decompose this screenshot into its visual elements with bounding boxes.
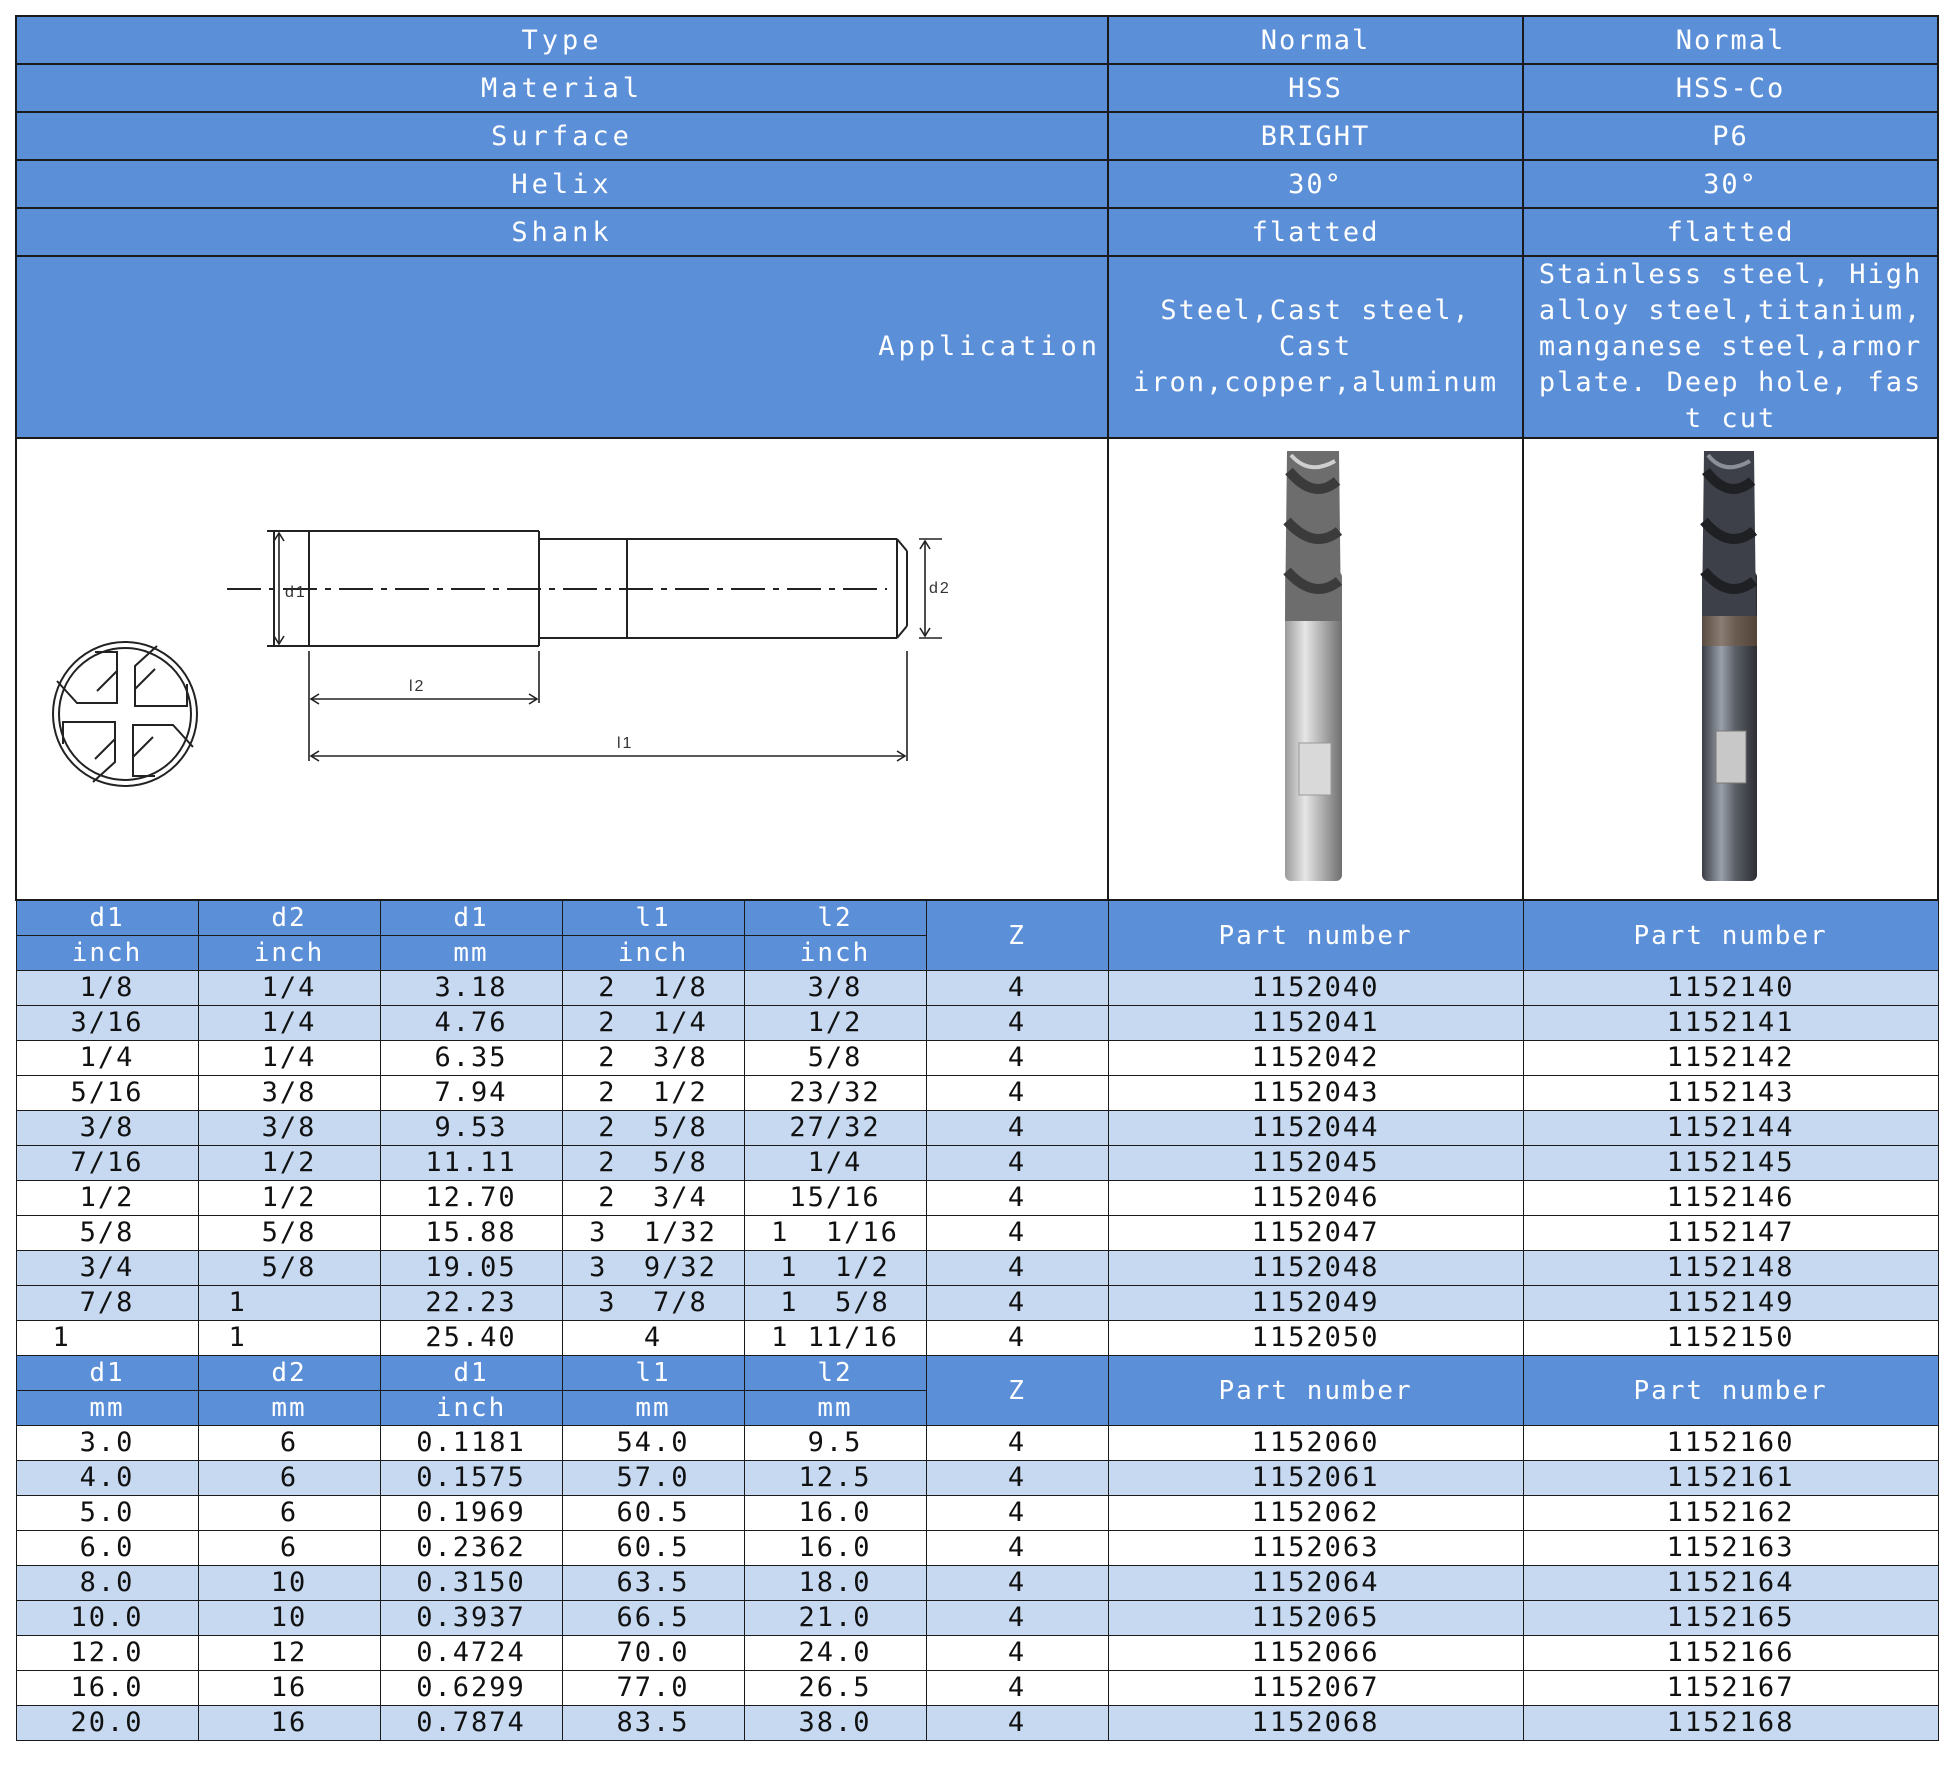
- col-header-z: Z: [926, 900, 1108, 971]
- table-cell: 12.70: [380, 1181, 562, 1216]
- table-cell: 1152145: [1523, 1146, 1938, 1181]
- table-cell: 1152150: [1523, 1321, 1938, 1356]
- product-image-hssco: [1523, 438, 1938, 900]
- table-cell: 1/2: [198, 1181, 380, 1216]
- table-cell: 1152142: [1523, 1041, 1938, 1076]
- end-mill-hss-icon: [1109, 441, 1520, 897]
- table-cell: 2 3/4: [562, 1181, 744, 1216]
- mm-header-top: [16, 1356, 1938, 1391]
- table-cell: 5/8: [198, 1216, 380, 1251]
- table-cell: 22.23: [380, 1286, 562, 1321]
- table-row: [16, 1706, 1938, 1741]
- table-cell: 16.0: [16, 1671, 198, 1706]
- table-cell: 1152063: [1108, 1531, 1523, 1566]
- spec-row-surface: [16, 112, 1938, 160]
- table-cell: 4: [926, 1286, 1108, 1321]
- table-cell: 57.0: [562, 1461, 744, 1496]
- table-cell: 6.35: [380, 1041, 562, 1076]
- table-cell: 7/8: [16, 1286, 198, 1321]
- col-header: l1: [562, 900, 744, 936]
- spec-value: 30°: [1523, 160, 1938, 208]
- table-cell: 1/8: [16, 971, 198, 1006]
- table-cell: 3/8: [198, 1076, 380, 1111]
- table-cell: 20.0: [16, 1706, 198, 1741]
- table-row: [16, 1216, 1938, 1251]
- table-cell: 4: [926, 1006, 1108, 1041]
- table-cell: 7/16: [16, 1146, 198, 1181]
- table-cell: 1: [198, 1286, 380, 1321]
- table-cell: 1152061: [1108, 1461, 1523, 1496]
- table-cell: 4: [926, 1076, 1108, 1111]
- table-cell: 1152065: [1108, 1601, 1523, 1636]
- table-cell: 21.0: [744, 1601, 926, 1636]
- table-row: [16, 1601, 1938, 1636]
- table-cell: 1/2: [744, 1006, 926, 1041]
- table-cell: 3/8: [198, 1111, 380, 1146]
- table-row: [16, 1496, 1938, 1531]
- table-row: [16, 971, 1938, 1006]
- spec-value: Normal: [1108, 16, 1523, 64]
- table-cell: 4.76: [380, 1006, 562, 1041]
- table-cell: 0.1181: [380, 1426, 562, 1461]
- spec-value: HSS: [1108, 64, 1523, 112]
- table-cell: 12.5: [744, 1461, 926, 1496]
- col-unit: inch: [562, 936, 744, 971]
- table-cell: 1152068: [1108, 1706, 1523, 1741]
- col-header: d1: [380, 1356, 562, 1391]
- table-cell: 1/4: [16, 1041, 198, 1076]
- table-cell: 16.0: [744, 1531, 926, 1566]
- table-cell: 4: [926, 1566, 1108, 1601]
- table-cell: 16: [198, 1671, 380, 1706]
- product-image-hss: [1108, 438, 1523, 900]
- spec-row-type: [16, 16, 1938, 64]
- table-row: [16, 1111, 1938, 1146]
- spec-row-application: [16, 256, 1938, 438]
- table-cell: 83.5: [562, 1706, 744, 1741]
- table-cell: 6: [198, 1461, 380, 1496]
- table-cell: 1 5/8: [744, 1286, 926, 1321]
- col-unit: inch: [380, 1391, 562, 1426]
- spec-value: BRIGHT: [1108, 112, 1523, 160]
- image-row: [16, 438, 1938, 900]
- table-cell: 4: [926, 1706, 1108, 1741]
- table-cell: 1152163: [1523, 1531, 1938, 1566]
- table-cell: 6: [198, 1531, 380, 1566]
- table-cell: 4: [926, 1496, 1108, 1531]
- end-mill-outline: [227, 531, 907, 646]
- table-cell: 2 3/8: [562, 1041, 744, 1076]
- table-cell: 19.05: [380, 1251, 562, 1286]
- application-col1: Steel,Cast steel, Cast iron,copper,aluminum: [1108, 256, 1523, 438]
- table-row: [16, 1531, 1938, 1566]
- table-cell: 25.40: [380, 1321, 562, 1356]
- table-row: [16, 1076, 1938, 1111]
- table-cell: 1152140: [1523, 971, 1938, 1006]
- table-cell: 3.0: [16, 1426, 198, 1461]
- end-mill-hssco-icon: [1524, 441, 1935, 897]
- table-cell: 1152162: [1523, 1496, 1938, 1531]
- col-header: d2: [198, 900, 380, 936]
- table-cell: 3/8: [16, 1111, 198, 1146]
- table-cell: 1152066: [1108, 1636, 1523, 1671]
- table-cell: 9.5: [744, 1426, 926, 1461]
- table-cell: 1/4: [198, 1041, 380, 1076]
- table-cell: 3 9/32: [562, 1251, 744, 1286]
- col-unit: inch: [198, 936, 380, 971]
- table-row: [16, 1321, 1938, 1356]
- table-cell: 1152040: [1108, 971, 1523, 1006]
- table-cell: 8.0: [16, 1566, 198, 1601]
- application-col2: Stainless steel, High alloy steel,titanium,manganese steel,armor plate. Deep hole, fast cut: [1523, 256, 1938, 438]
- table-cell: 38.0: [744, 1706, 926, 1741]
- label-d2: d2: [929, 580, 951, 597]
- col-unit: mm: [380, 936, 562, 971]
- table-cell: 0.2362: [380, 1531, 562, 1566]
- table-cell: 1152042: [1108, 1041, 1523, 1076]
- col-unit: mm: [744, 1391, 926, 1426]
- table-cell: 1152160: [1523, 1426, 1938, 1461]
- table-cell: 5/8: [16, 1216, 198, 1251]
- col-unit: inch: [16, 936, 198, 971]
- label-d1: d1: [285, 584, 307, 601]
- col-header-part-2: Part number: [1523, 1356, 1938, 1426]
- col-header: d2: [198, 1356, 380, 1391]
- table-cell: 4: [926, 1041, 1108, 1076]
- table-cell: 1152141: [1523, 1006, 1938, 1041]
- table-cell: 24.0: [744, 1636, 926, 1671]
- table-cell: 1152146: [1523, 1181, 1938, 1216]
- table-cell: 3/16: [16, 1006, 198, 1041]
- table-cell: 15.88: [380, 1216, 562, 1251]
- table-cell: 4: [926, 1671, 1108, 1706]
- col-header: d1: [16, 1356, 198, 1391]
- table-cell: 5/16: [16, 1076, 198, 1111]
- spec-sheet: [15, 15, 1937, 1741]
- inch-header-top: [16, 900, 1938, 936]
- table-cell: 1152168: [1523, 1706, 1938, 1741]
- table-cell: 63.5: [562, 1566, 744, 1601]
- table-cell: 1/4: [744, 1146, 926, 1181]
- table-cell: 26.5: [744, 1671, 926, 1706]
- col-unit: inch: [744, 936, 926, 971]
- table-cell: 1152049: [1108, 1286, 1523, 1321]
- table-cell: 1/4: [198, 971, 380, 1006]
- table-cell: 9.53: [380, 1111, 562, 1146]
- table-cell: 1152044: [1108, 1111, 1523, 1146]
- table-cell: 1152045: [1108, 1146, 1523, 1181]
- table-cell: 27/32: [744, 1111, 926, 1146]
- table-cell: 4: [926, 1216, 1108, 1251]
- technical-drawing: [16, 438, 1108, 900]
- spec-value: flatted: [1523, 208, 1938, 256]
- table-cell: 1152165: [1523, 1601, 1938, 1636]
- mm-table-body: [16, 1426, 1938, 1741]
- table-cell: 0.6299: [380, 1671, 562, 1706]
- col-header: l2: [744, 1356, 926, 1391]
- table-cell: 1152046: [1108, 1181, 1523, 1216]
- table-cell: 1152147: [1523, 1216, 1938, 1251]
- table-cell: 16: [198, 1706, 380, 1741]
- table-cell: 3 1/32: [562, 1216, 744, 1251]
- table-cell: 1 1/2: [744, 1251, 926, 1286]
- table-cell: 2 5/8: [562, 1111, 744, 1146]
- col-header: l1: [562, 1356, 744, 1391]
- col-header: d1: [16, 900, 198, 936]
- spec-value: P6: [1523, 112, 1938, 160]
- table-cell: 4: [926, 1251, 1108, 1286]
- table-cell: 3/8: [744, 971, 926, 1006]
- spec-value: Normal: [1523, 16, 1938, 64]
- table-cell: 1 1/16: [744, 1216, 926, 1251]
- table-row: [16, 1251, 1938, 1286]
- col-header-part-2: Part number: [1523, 900, 1938, 971]
- table-cell: 3/4: [16, 1251, 198, 1286]
- table-cell: 66.5: [562, 1601, 744, 1636]
- table-cell: 12: [198, 1636, 380, 1671]
- spec-label: Surface: [16, 112, 1108, 160]
- col-unit: mm: [16, 1391, 198, 1426]
- spec-label: Type: [16, 16, 1108, 64]
- spec-label: Material: [16, 64, 1108, 112]
- col-header-part-1: Part number: [1108, 1356, 1523, 1426]
- table-cell: 2 1/2: [562, 1076, 744, 1111]
- table-cell: 1152060: [1108, 1426, 1523, 1461]
- col-unit: mm: [562, 1391, 744, 1426]
- table-cell: 4: [926, 1146, 1108, 1181]
- table-cell: 1/4: [198, 1006, 380, 1041]
- spec-label: Helix: [16, 160, 1108, 208]
- spec-value: flatted: [1108, 208, 1523, 256]
- table-cell: 1152164: [1523, 1566, 1938, 1601]
- table-cell: 3.18: [380, 971, 562, 1006]
- table-cell: 1152166: [1523, 1636, 1938, 1671]
- table-cell: 0.4724: [380, 1636, 562, 1671]
- col-unit: mm: [198, 1391, 380, 1426]
- table-row: [16, 1566, 1938, 1601]
- col-header-z: Z: [926, 1356, 1108, 1426]
- table-cell: 1: [16, 1321, 198, 1356]
- table-cell: 6.0: [16, 1531, 198, 1566]
- table-cell: 1152067: [1108, 1671, 1523, 1706]
- table-cell: 16.0: [744, 1496, 926, 1531]
- table-cell: 0.7874: [380, 1706, 562, 1741]
- table-cell: 7.94: [380, 1076, 562, 1111]
- table-cell: 1152148: [1523, 1251, 1938, 1286]
- table-cell: 1152050: [1108, 1321, 1523, 1356]
- table-cell: 5/8: [744, 1041, 926, 1076]
- table-cell: 0.3937: [380, 1601, 562, 1636]
- spec-value: 30°: [1108, 160, 1523, 208]
- table-cell: 1152043: [1108, 1076, 1523, 1111]
- table-cell: 1152062: [1108, 1496, 1523, 1531]
- spec-row-material: [16, 64, 1938, 112]
- table-row: [16, 1006, 1938, 1041]
- table-row: [16, 1286, 1938, 1321]
- table-cell: 0.1575: [380, 1461, 562, 1496]
- table-cell: 4: [926, 971, 1108, 1006]
- table-row: [16, 1181, 1938, 1216]
- table-cell: 1: [198, 1321, 380, 1356]
- table-cell: 1152041: [1108, 1006, 1523, 1041]
- table-row: [16, 1041, 1938, 1076]
- table-cell: 60.5: [562, 1496, 744, 1531]
- table-cell: 70.0: [562, 1636, 744, 1671]
- spec-row-shank: [16, 208, 1938, 256]
- label-l1: l1: [617, 735, 634, 752]
- table-cell: 1152144: [1523, 1111, 1938, 1146]
- table-cell: 1152167: [1523, 1671, 1938, 1706]
- table-row: [16, 1636, 1938, 1671]
- table-cell: 60.5: [562, 1531, 744, 1566]
- table-cell: 4: [926, 1636, 1108, 1671]
- table-row: [16, 1671, 1938, 1706]
- table-cell: 10.0: [16, 1601, 198, 1636]
- table-cell: 1152149: [1523, 1286, 1938, 1321]
- spec-table: [15, 15, 1939, 1741]
- col-header: l2: [744, 900, 926, 936]
- table-cell: 5/8: [198, 1251, 380, 1286]
- table-cell: 2 1/4: [562, 1006, 744, 1041]
- table-cell: 1152064: [1108, 1566, 1523, 1601]
- table-cell: 4: [926, 1181, 1108, 1216]
- table-cell: 4: [926, 1461, 1108, 1496]
- table-cell: 6: [198, 1426, 380, 1461]
- table-cell: 4: [926, 1531, 1108, 1566]
- spec-row-helix: [16, 160, 1938, 208]
- table-cell: 1 11/16: [744, 1321, 926, 1356]
- table-cell: 6: [198, 1496, 380, 1531]
- spec-label: Application: [16, 256, 1108, 438]
- table-cell: 1152143: [1523, 1076, 1938, 1111]
- col-header-part-1: Part number: [1108, 900, 1523, 971]
- table-row: [16, 1146, 1938, 1181]
- table-cell: 10: [198, 1566, 380, 1601]
- table-cell: 4: [926, 1321, 1108, 1356]
- table-cell: 77.0: [562, 1671, 744, 1706]
- table-cell: 11.11: [380, 1146, 562, 1181]
- spec-value: HSS-Co: [1523, 64, 1938, 112]
- inch-table-body: [16, 971, 1938, 1356]
- table-cell: 1152047: [1108, 1216, 1523, 1251]
- table-cell: 10: [198, 1601, 380, 1636]
- table-cell: 0.3150: [380, 1566, 562, 1601]
- table-row: [16, 1426, 1938, 1461]
- table-cell: 4.0: [16, 1461, 198, 1496]
- table-row: [16, 1461, 1938, 1496]
- table-cell: 3 7/8: [562, 1286, 744, 1321]
- table-cell: 1152048: [1108, 1251, 1523, 1286]
- table-cell: 0.1969: [380, 1496, 562, 1531]
- table-cell: 54.0: [562, 1426, 744, 1461]
- end-mill-drawing: [17, 441, 1107, 897]
- table-cell: 12.0: [16, 1636, 198, 1671]
- spec-label: Shank: [16, 208, 1108, 256]
- cross-section-icon: [53, 642, 197, 786]
- table-cell: 4: [926, 1601, 1108, 1636]
- table-cell: 2 1/8: [562, 971, 744, 1006]
- table-cell: 1152161: [1523, 1461, 1938, 1496]
- table-cell: 1/2: [198, 1146, 380, 1181]
- label-l2: l2: [409, 678, 426, 695]
- table-cell: 2 5/8: [562, 1146, 744, 1181]
- table-cell: 15/16: [744, 1181, 926, 1216]
- table-cell: 18.0: [744, 1566, 926, 1601]
- table-cell: 5.0: [16, 1496, 198, 1531]
- table-cell: 1/2: [16, 1181, 198, 1216]
- table-cell: 23/32: [744, 1076, 926, 1111]
- col-header: d1: [380, 900, 562, 936]
- table-cell: 4: [562, 1321, 744, 1356]
- table-cell: 4: [926, 1426, 1108, 1461]
- table-cell: 4: [926, 1111, 1108, 1146]
